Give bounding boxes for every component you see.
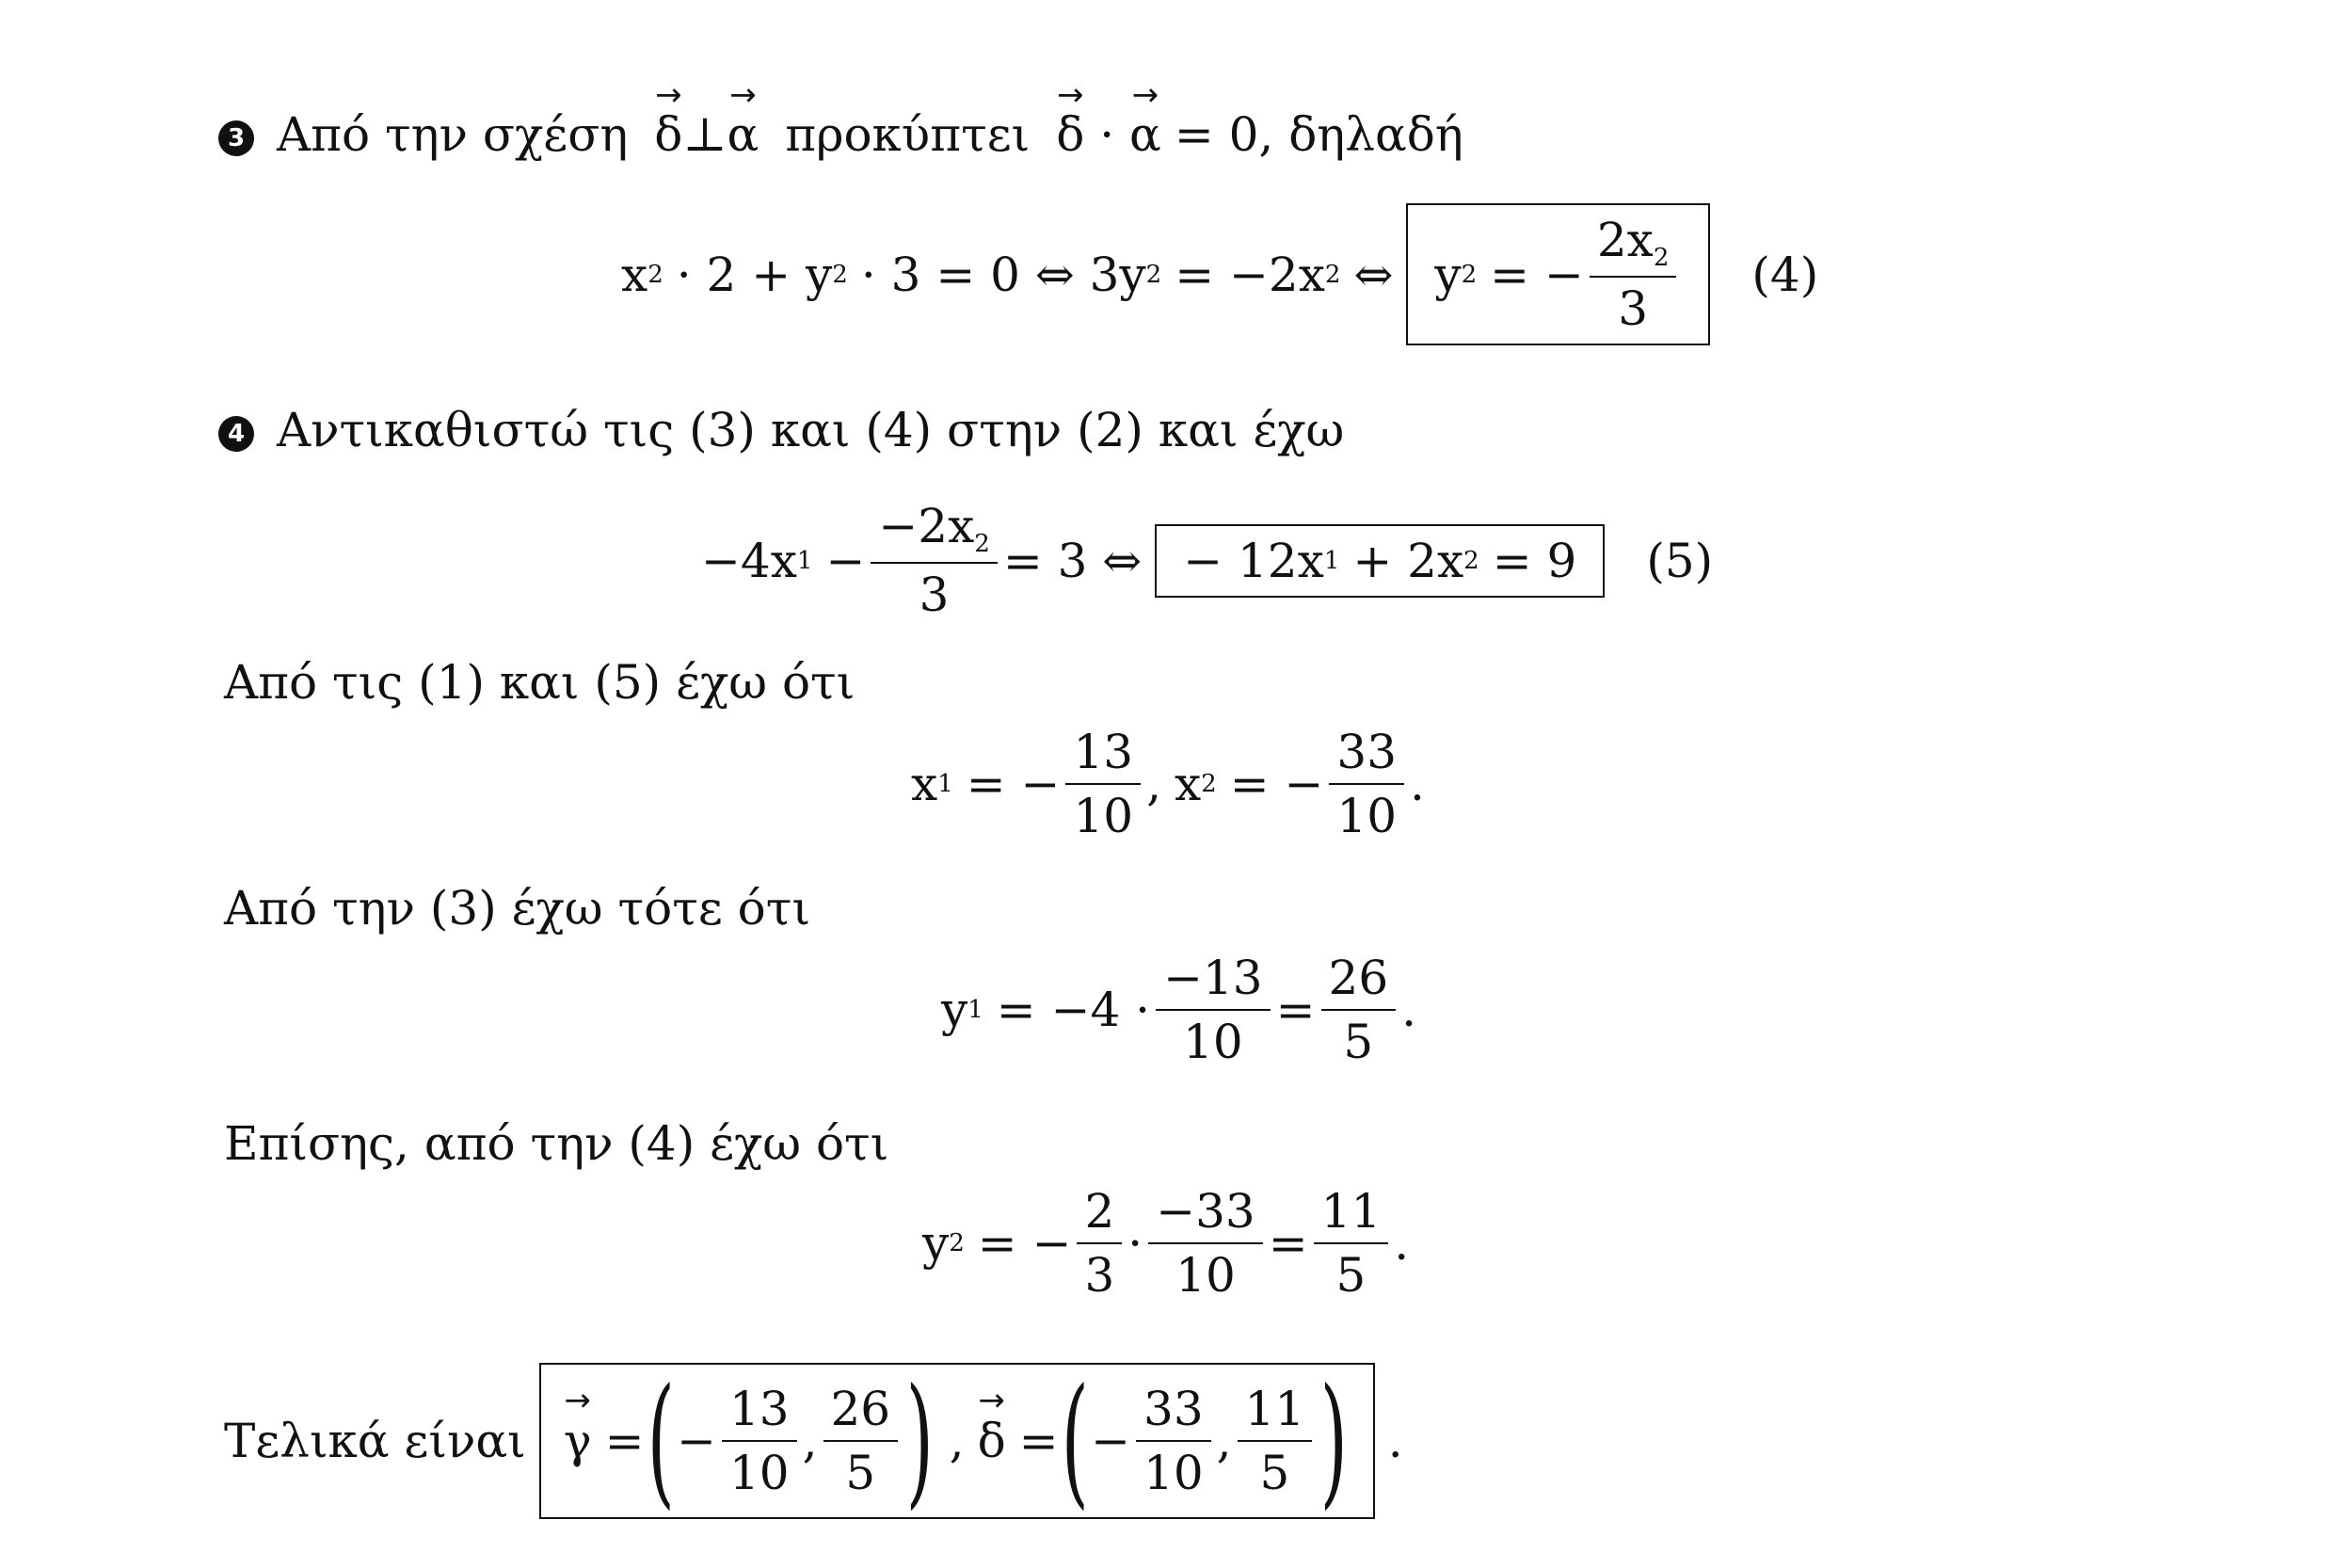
y1-end: .: [1401, 983, 1417, 1037]
eq5-rhs: = 3 ⇔: [1002, 533, 1143, 588]
equation-y2: [922, 1184, 1409, 1303]
eq4-box-y-sub: 2: [1461, 260, 1478, 289]
equation-x-values: [911, 725, 1425, 843]
eq4-iff: ⇔: [1353, 247, 1394, 302]
step3-marker: 3: [218, 120, 254, 156]
y2-den-1: 3: [1084, 1248, 1115, 1303]
y1-fraction-2: [1321, 951, 1397, 1069]
eq4-den: 3: [1618, 281, 1649, 336]
x-end: .: [1410, 757, 1425, 811]
gamma-minus: −: [677, 1414, 716, 1468]
equation-4: [621, 203, 1818, 345]
y2-num-2: −33: [1148, 1184, 1263, 1244]
delta-den-1: 10: [1143, 1446, 1204, 1500]
eq5-lhs-sub: 1: [796, 546, 813, 575]
x2-sub: 2: [1201, 770, 1217, 798]
eq4-part1-sub: 2: [832, 260, 848, 289]
y1-fraction-1: [1156, 951, 1271, 1069]
step3-dot-eq: = 0: [1174, 107, 1259, 162]
eq4-box-eq: = −: [1490, 247, 1584, 302]
step3-text1: Από την σχέση: [277, 107, 629, 162]
x2-den: 10: [1336, 789, 1398, 843]
y1-eq2: =: [1275, 983, 1316, 1037]
eq5-box-b-sub: 2: [1463, 546, 1479, 575]
y2-num-1: 2: [1077, 1184, 1122, 1244]
gamma-den-2: 5: [845, 1446, 876, 1500]
final-result-box: [539, 1359, 1375, 1523]
gamma-den-1: 10: [728, 1446, 790, 1500]
eq5-box-c: = 9: [1492, 533, 1577, 588]
x1-symbol: x: [911, 757, 938, 811]
alpha-vector-2: → α: [1129, 111, 1161, 158]
final-text: Τελικά είναι: [224, 1414, 526, 1468]
text-from-1-5: Από τις (1) και (5) έχω ότι: [224, 655, 855, 710]
eq5-num-sub: 2: [974, 530, 990, 558]
step3-line: 3 Από την σχέση→ δ⊥→ α προκύπτει→ δ · → α = 0, δηλαδή: [218, 111, 1463, 158]
step3-text2: προκύπτει: [785, 107, 1031, 162]
text-from-3: Από την (3) έχω τότε ότι: [224, 881, 811, 936]
y2-sub: 2: [949, 1229, 965, 1257]
x-comma: ,: [1146, 757, 1161, 811]
eq4-num: 2x: [1596, 213, 1654, 267]
delta-fraction-1: [1136, 1382, 1211, 1500]
eq4-x: x: [621, 247, 648, 302]
y2-end: .: [1394, 1216, 1410, 1271]
eq5-lhs: −4x: [701, 533, 797, 588]
delta-num-2: 11: [1238, 1382, 1313, 1442]
delta-fraction-2: [1238, 1382, 1313, 1500]
equation-5: [701, 499, 1713, 622]
eq5-box-a-sub: 1: [1323, 546, 1340, 575]
eq4-part2-sub: 2: [1145, 260, 1162, 289]
eq4-part3-sub: 2: [1324, 260, 1341, 289]
y2-den-2: 10: [1175, 1248, 1236, 1303]
delta-vector: → δ: [654, 111, 682, 158]
gamma-eq: =: [604, 1414, 645, 1468]
eq5-num: −2x: [878, 499, 975, 553]
gamma-left-paren: (: [647, 1359, 675, 1523]
eq4-box-y: y: [1434, 247, 1462, 302]
delta-right-paren: ): [1319, 1359, 1349, 1523]
gamma-right-paren: ): [905, 1359, 935, 1523]
eq4-fraction: [1590, 213, 1677, 336]
eq4-x-sub: 2: [647, 260, 663, 289]
eq5-result-box: [1155, 524, 1605, 598]
x2-num: 33: [1329, 725, 1404, 785]
equation-y1: [941, 951, 1416, 1069]
eq4-part2: · 3 = 0 ⇔ 3y: [860, 247, 1146, 302]
step4-text: Αντικαθιστώ τις (3) και (4) στην (2) και έχω: [277, 403, 1345, 457]
gamma-fraction-2: [823, 1382, 899, 1500]
text-from-4: Επίσης, από την (4) έχω ότι: [224, 1116, 889, 1171]
eq5-den: 3: [919, 568, 950, 622]
final-result: [224, 1359, 1403, 1523]
y1-den-1: 10: [1183, 1015, 1243, 1069]
gamma-vector: → γ: [564, 1414, 592, 1468]
y1-symbol: y: [941, 983, 968, 1037]
eq5-fraction: [871, 499, 997, 622]
step4-line: [218, 403, 1345, 457]
gamma-num-1: 13: [722, 1382, 797, 1442]
y1-num-2: 26: [1321, 951, 1397, 1011]
final-comma: ,: [949, 1414, 965, 1468]
y2-eq: = −: [977, 1216, 1072, 1271]
eq4-result-box: [1406, 203, 1710, 345]
x1-fraction: [1065, 725, 1141, 843]
gamma-sep: ,: [802, 1414, 818, 1468]
x2-eq: = −: [1229, 757, 1324, 811]
x1-num: 13: [1065, 725, 1141, 785]
y2-dot: ·: [1127, 1216, 1143, 1271]
y1-eq: = −4 ·: [996, 983, 1151, 1037]
delta-vector-final: → δ: [978, 1414, 1006, 1468]
delta-left-paren: (: [1061, 1359, 1089, 1523]
y2-symbol: y: [922, 1216, 950, 1271]
eq5-tag: (5): [1646, 533, 1714, 588]
eq4-part1: · 2 + y: [676, 247, 833, 302]
y1-num-1: −13: [1156, 951, 1271, 1011]
gamma-fraction-1: [722, 1382, 797, 1500]
step3-text3: , δηλαδή: [1258, 107, 1463, 162]
delta-minus: −: [1091, 1414, 1131, 1468]
eq5-box-b: + 2x: [1352, 533, 1464, 588]
eq4-part3: = −2x: [1175, 247, 1325, 302]
x1-sub: 1: [937, 770, 953, 798]
y2-num-3: 11: [1314, 1184, 1389, 1244]
y2-fraction-2: [1148, 1184, 1263, 1303]
y1-sub: 1: [967, 996, 983, 1024]
x2-fraction: [1329, 725, 1404, 843]
eq4-tag: (4): [1751, 247, 1819, 302]
delta-den-2: 5: [1259, 1446, 1290, 1500]
y2-fraction-3: [1314, 1184, 1389, 1303]
y2-fraction-1: [1077, 1184, 1122, 1303]
x1-den: 10: [1073, 789, 1134, 843]
step4-marker: 4: [218, 416, 254, 452]
eq5-minus: −: [825, 533, 866, 588]
delta-num-1: 33: [1136, 1382, 1211, 1442]
final-end: .: [1387, 1414, 1403, 1468]
y2-eq2: =: [1268, 1216, 1308, 1271]
delta-sep: ,: [1216, 1414, 1232, 1468]
delta-eq: =: [1018, 1414, 1059, 1468]
alpha-vector: → α: [727, 111, 759, 158]
delta-vector-2: → δ: [1056, 111, 1084, 158]
y1-den-2: 5: [1343, 1015, 1374, 1069]
gamma-num-2: 26: [823, 1382, 899, 1442]
x1-eq: = −: [966, 757, 1061, 811]
eq4-num-sub: 2: [1653, 244, 1670, 272]
eq5-box-a: − 12x: [1183, 533, 1324, 588]
x2-symbol: x: [1174, 757, 1202, 811]
perp-symbol: ⊥: [682, 107, 727, 162]
y2-den-3: 5: [1335, 1248, 1367, 1303]
